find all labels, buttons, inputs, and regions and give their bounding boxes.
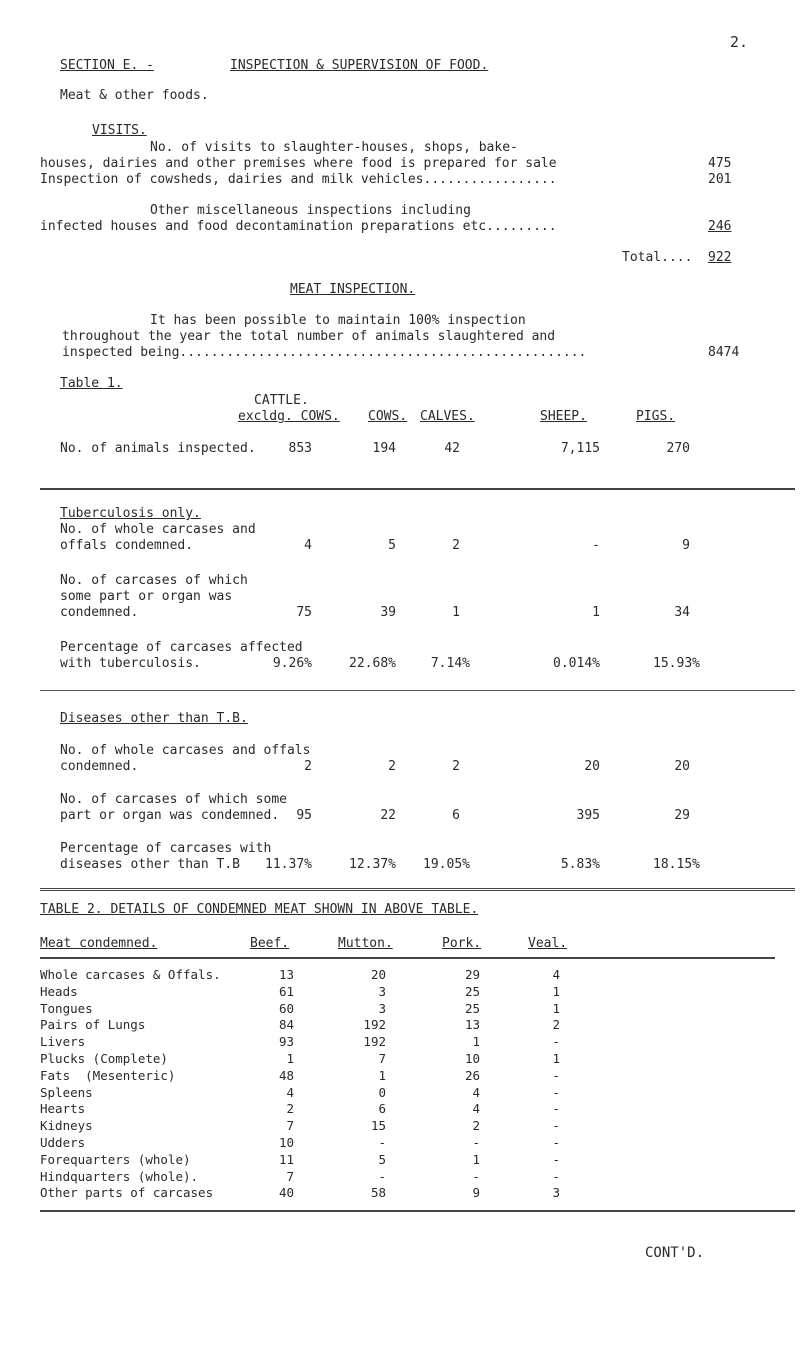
table2-row-item: Whole carcases & Offals. xyxy=(40,967,221,982)
table2-cell: 192 xyxy=(363,1034,386,1050)
table2-cell: 10 xyxy=(464,1051,480,1066)
table1-row-label: with tuberculosis. xyxy=(60,656,201,671)
table2-cell: 9 xyxy=(472,1185,480,1201)
table1-cell: 853 xyxy=(288,441,312,456)
meat-inspection-heading: MEAT INSPECTION. xyxy=(290,282,416,297)
table1-cell: 5.83% xyxy=(560,857,600,872)
table2-cell: 0 xyxy=(378,1084,386,1100)
table2-cell: 40 xyxy=(278,1185,294,1201)
table1-row-label: No. of whole carcases and offals xyxy=(60,743,311,758)
visits-line: No. of visits to slaughter-houses, shops, bake- xyxy=(150,140,518,155)
table2-cell: 15 xyxy=(370,1118,386,1134)
table2-row-item: Pairs of Lungs xyxy=(40,1017,146,1033)
table2-cell: 26 xyxy=(464,1067,480,1083)
table2-cell: 192 xyxy=(363,1017,386,1033)
section-label: SECTION E. - xyxy=(60,58,154,73)
visits-line: houses, dairies and other premises where food is prepared for sale xyxy=(40,156,557,171)
table2-cell: - xyxy=(472,1168,480,1184)
table1-cell: 1 xyxy=(592,605,600,620)
divider xyxy=(40,690,795,691)
table2-row-item: Heads xyxy=(40,983,78,999)
table1-cell: 2 xyxy=(452,538,460,553)
table1-cell: 2 xyxy=(304,759,312,774)
table2-cell: 61 xyxy=(278,983,294,999)
table1-row-label: Percentage of carcases with xyxy=(60,841,272,856)
table1-cell: 22.68% xyxy=(349,656,396,671)
table2-col-header: Veal. xyxy=(528,936,568,951)
table1-cell: 9 xyxy=(682,538,690,553)
table1-cell: 20 xyxy=(584,759,600,774)
table2-cell: 1 xyxy=(552,983,560,999)
table2-cell: 1 xyxy=(378,1067,386,1083)
other-diseases-heading: Diseases other than T.B. xyxy=(60,711,248,726)
table2-cell: 4 xyxy=(472,1101,480,1117)
table1-cell: 42 xyxy=(444,441,460,456)
divider xyxy=(40,957,775,959)
table2-cell: - xyxy=(552,1101,560,1117)
subtitle: Meat & other foods. xyxy=(60,88,209,103)
table1-col-header: COWS. xyxy=(368,409,408,424)
visits-total-value: 922 xyxy=(708,250,732,265)
table1-cell: 29 xyxy=(674,808,690,823)
divider xyxy=(40,488,795,490)
table2-cell: 7 xyxy=(286,1168,294,1184)
continued-label: CONT'D. xyxy=(645,1245,705,1261)
table2-cell: 2 xyxy=(552,1017,560,1033)
table2-cell: 60 xyxy=(278,1000,294,1016)
table1-cell: 39 xyxy=(380,605,396,620)
table2-col-header: Pork. xyxy=(442,936,482,951)
table1-cell: 7.14% xyxy=(430,656,470,671)
table1-cell: - xyxy=(592,538,600,553)
table2-row-item: Hearts xyxy=(40,1101,86,1117)
table1-row-label: some part or organ was xyxy=(60,589,233,604)
table2-cell: - xyxy=(552,1151,560,1167)
table1-cell: 95 xyxy=(296,808,312,823)
table2-row-item: Spleens xyxy=(40,1084,93,1100)
table1-col-head-top: CATTLE. xyxy=(254,393,309,408)
visits-value: 246 xyxy=(708,219,732,234)
table1-cell: 2 xyxy=(388,759,396,774)
table2-cell: 11 xyxy=(278,1151,294,1167)
table1-row-label: No. of carcases of which some xyxy=(60,792,287,807)
table2-cell: - xyxy=(552,1118,560,1134)
table2-row-item: Kidneys xyxy=(40,1118,93,1134)
table1-row-label: condemned. xyxy=(60,759,139,774)
table2-cell: 84 xyxy=(278,1017,294,1033)
table1-col-header: SHEEP. xyxy=(540,409,587,424)
table1-cell: 22 xyxy=(380,808,396,823)
meat-inspection-line: throughout the year the total number of animals slaughtered and xyxy=(62,329,556,344)
table2-cell: 4 xyxy=(552,967,560,982)
table2-cell: 48 xyxy=(278,1067,294,1083)
table2-cell: 20 xyxy=(370,967,386,982)
table2-cell: 25 xyxy=(464,1000,480,1016)
table2-cell: 58 xyxy=(370,1185,386,1201)
table1-row-label: condemned. xyxy=(60,605,139,620)
table2-row-item: Forequarters (whole) xyxy=(40,1151,191,1167)
divider xyxy=(40,1210,795,1212)
visits-value: 475 xyxy=(708,156,732,171)
visits-line: Other miscellaneous inspections including xyxy=(150,203,471,218)
table1-cell: 395 xyxy=(576,808,600,823)
table2-cell: - xyxy=(552,1034,560,1050)
table2-cell: 1 xyxy=(472,1151,480,1167)
table1-row-label: part or organ was condemned. xyxy=(60,808,280,823)
table1-row-label: Percentage of carcases affected xyxy=(60,640,303,655)
table2-cell: 7 xyxy=(286,1118,294,1134)
table1-label: Table 1. xyxy=(60,376,123,391)
meat-inspection-line: inspected being.................................................... xyxy=(62,345,587,360)
table2-cell: - xyxy=(552,1084,560,1100)
table2-row-item: Fats (Mesenteric) xyxy=(40,1067,176,1083)
table1-row-label: No. of whole carcases and xyxy=(60,522,256,537)
table1-cell: 9.26% xyxy=(272,656,312,671)
table2-cell: 29 xyxy=(464,967,480,982)
table2-cell: - xyxy=(378,1168,386,1184)
table2-cell: 7 xyxy=(378,1051,386,1066)
table1-cell: 18.15% xyxy=(653,857,700,872)
table1-col-header: excldg. COWS. xyxy=(238,409,340,424)
table1-row-label: offals condemned. xyxy=(60,538,194,553)
table2-cell: 13 xyxy=(278,967,294,982)
table1-cell: 12.37% xyxy=(349,857,396,872)
table2-title: TABLE 2. DETAILS OF CONDEMNED MEAT SHOWN IN ABOVE TABLE. xyxy=(40,902,479,917)
table2-cell: 1 xyxy=(552,1000,560,1016)
table1-row-label: No. of animals inspected. xyxy=(60,441,256,456)
table1-cell: 75 xyxy=(296,605,312,620)
table2-cell: 3 xyxy=(378,1000,386,1016)
table1-cell: 5 xyxy=(388,538,396,553)
table1-col-header: PIGS. xyxy=(636,409,676,424)
table1-col-header: CALVES. xyxy=(420,409,475,424)
table2-row-item: Other parts of carcases xyxy=(40,1185,214,1201)
table2-cell: - xyxy=(552,1168,560,1184)
table2-cell: 3 xyxy=(378,983,386,999)
table2-cell: 1 xyxy=(552,1051,560,1066)
table1-cell: 1 xyxy=(452,605,460,620)
table1-cell: 19.05% xyxy=(423,857,470,872)
table1-cell: 20 xyxy=(674,759,690,774)
divider xyxy=(40,888,795,891)
table1-cell: 11.37% xyxy=(265,857,312,872)
table1-row-label: diseases other than T.B xyxy=(60,857,241,872)
table2-cell: 1 xyxy=(286,1051,294,1066)
table2-cell: 5 xyxy=(378,1151,386,1167)
table1-cell: 6 xyxy=(452,808,460,823)
table2-row-item: Tongues xyxy=(40,1000,93,1016)
table2-cell: 3 xyxy=(552,1185,560,1201)
section-title: INSPECTION & SUPERVISION OF FOOD. xyxy=(230,58,489,73)
visits-line: Inspection of cowsheds, dairies and milk vehicles................. xyxy=(40,172,557,187)
table2-cell: - xyxy=(472,1135,480,1150)
table2-cell: 1 xyxy=(472,1034,480,1050)
table2-cell: 93 xyxy=(278,1034,294,1050)
table1-cell: 15.93% xyxy=(653,656,700,671)
table2-cell: 13 xyxy=(464,1017,480,1033)
table2-col-header: Meat condemned. xyxy=(40,936,158,951)
table2-row-item: Livers xyxy=(40,1034,86,1050)
table1-cell: 4 xyxy=(304,538,312,553)
visits-line: infected houses and food decontamination preparations etc......... xyxy=(40,219,557,234)
table2-cell: 4 xyxy=(286,1084,294,1100)
table2-cell: 2 xyxy=(286,1101,294,1117)
visits-total-label: Total.... xyxy=(622,250,693,265)
table1-cell: 2 xyxy=(452,759,460,774)
table2-cell: 10 xyxy=(278,1135,294,1150)
table1-cell: 0.014% xyxy=(553,656,600,671)
table2-cell: 25 xyxy=(464,983,480,999)
table2-cell: - xyxy=(552,1067,560,1083)
table2-col-header: Beef. xyxy=(250,936,290,951)
meat-inspection-line: It has been possible to maintain 100% inspection xyxy=(150,313,526,328)
tb-heading: Tuberculosis only. xyxy=(60,506,201,521)
table2-cell: 4 xyxy=(472,1084,480,1100)
table1-cell: 34 xyxy=(674,605,690,620)
meat-inspection-value: 8474 xyxy=(708,345,740,360)
table2-cell: 6 xyxy=(378,1101,386,1117)
table1-row-label: No. of carcases of which xyxy=(60,573,248,588)
table2-row-item: Plucks (Complete) xyxy=(40,1051,168,1066)
table1-cell: 270 xyxy=(666,441,690,456)
table2-row-item: Hindquarters (whole). xyxy=(40,1168,199,1184)
table1-cell: 7,115 xyxy=(560,441,600,456)
visits-value: 201 xyxy=(708,172,732,187)
visits-heading: VISITS. xyxy=(92,123,147,138)
table2-cell: 2 xyxy=(472,1118,480,1134)
page-number: 2. xyxy=(730,33,749,51)
table2-col-header: Mutton. xyxy=(338,936,393,951)
table2-cell: - xyxy=(552,1135,560,1150)
table2-row-item: Udders xyxy=(40,1135,86,1150)
table1-cell: 194 xyxy=(372,441,396,456)
table2-cell: - xyxy=(378,1135,386,1150)
